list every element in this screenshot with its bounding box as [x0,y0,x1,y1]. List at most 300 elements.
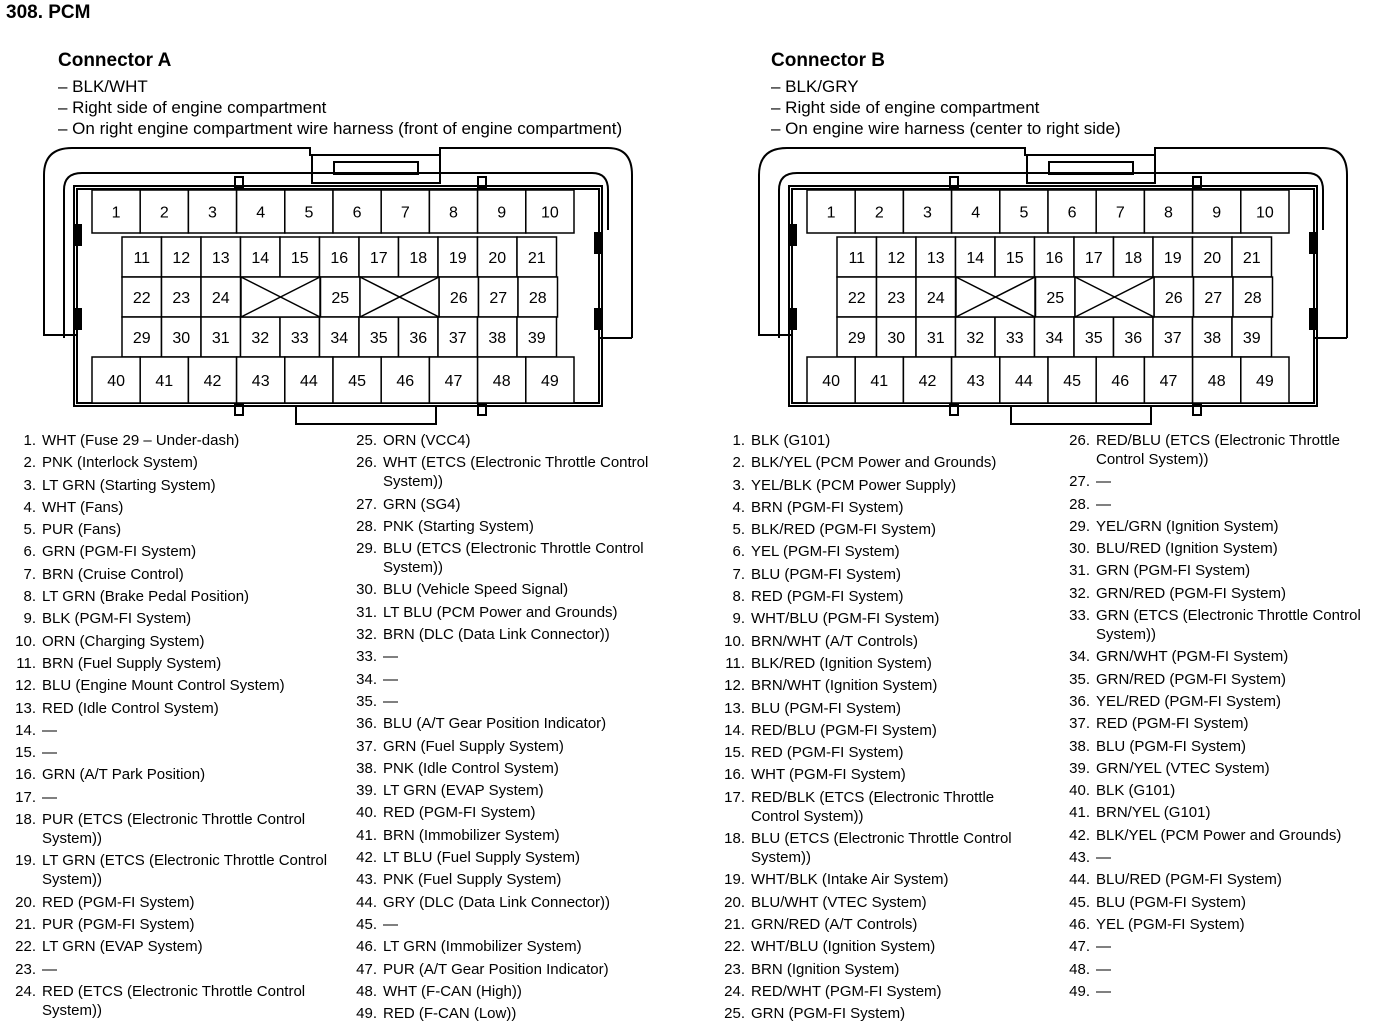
pin-number: 39. [356,782,377,800]
pin-cavity-label: 16 [330,250,349,267]
pin-entry [4,982,334,1020]
pin-cavity-label: 17 [1084,250,1103,267]
pin-number: 3. [23,476,36,494]
pin-cavity-label: 1 [111,204,121,222]
pin-cavity-label: 34 [1045,330,1064,347]
pin-entry [1058,781,1388,800]
pin-entry [345,1004,685,1023]
connector-a-note: – On right engine compartment wire harness (front of engine compartment) [58,119,623,138]
pin-description: BLK/RED (PGM-FI System) [751,521,937,539]
pin-cavity-label: 29 [847,330,866,347]
pin-entry [713,476,1043,495]
pin-description: GRN (Fuel Supply System) [383,737,564,755]
pin-cavity-label: 49 [1256,373,1274,390]
pin-number: 27. [1069,473,1090,491]
pin-number: 30. [356,581,377,599]
pin-entry [4,453,334,472]
pin-number: 48. [356,982,377,1000]
pin-entry [345,781,685,800]
pin-description: LT GRN (Immobilizer System) [383,938,582,956]
pin-number: 25. [356,432,377,449]
connector-a-diagram [44,148,632,424]
pin-entry [713,765,1043,784]
pin-description: LT GRN (ETCS (Electronic Throttle Control System)) [42,852,328,889]
pin-entry [713,982,1043,1001]
pin-entry [713,676,1043,695]
pin-cavity-label: 46 [396,373,415,390]
pin-cavity-label: 42 [203,373,222,390]
pin-cavity-label: 7 [400,204,410,222]
pin-entry [1058,803,1388,822]
pin-description: — [1096,938,1111,956]
pin-number: 26. [1069,432,1090,449]
pin-entry [1058,692,1388,711]
pin-entry [4,431,334,450]
pin-entry [713,721,1043,740]
pin-cavity-label: 17 [369,250,388,267]
pin-description: BLK/YEL (PCM Power and Grounds) [1096,826,1342,844]
pin-description: — [1096,960,1111,978]
pin-cavity-label: 45 [348,373,366,390]
pin-cavity-label: 15 [290,250,309,267]
pin-number: 9. [732,610,745,628]
pin-entry [345,759,685,778]
pin-entry [1058,561,1388,580]
pin-description: LT GRN (Brake Pedal Position) [42,588,250,606]
pin-entry [713,960,1043,979]
pin-cavity-label: 45 [1063,373,1081,390]
pin-cavity-label: 9 [497,204,507,222]
pin-description: WHT (ETCS (Electronic Throttle Control System)) [383,454,649,491]
pin-cavity-label: 29 [132,330,151,347]
pin-entry [4,676,334,695]
pin-entry [345,803,685,822]
pin-cavity-label: 44 [300,373,318,390]
pin-cavity-label: 42 [918,373,937,390]
pin-entry [713,788,1043,826]
pin-entry [713,1004,1043,1023]
pin-entry [713,609,1043,628]
pin-cavity-label: 37 [448,330,467,347]
pin-number: 38. [356,759,377,777]
pin-number: 28. [1069,495,1090,513]
pin-number: 8. [732,588,745,606]
pin-cavity-label: 39 [1242,330,1261,347]
pin-cavity-label: 39 [527,330,546,347]
pin-number: 4. [732,498,745,516]
pin-description: WHT (PGM-FI System) [751,766,906,784]
pin-cavity-label: 25 [331,290,350,307]
pin-cavity-label: 2 [159,204,169,222]
pin-cavity-label: 12 [172,250,191,267]
pin-description: WHT (F-CAN (High)) [383,982,522,1000]
pin-entry [1058,495,1388,514]
pin-entry [1058,848,1388,867]
pin-description: RED (PGM-FI System) [751,588,904,606]
pin-cavity-label: 49 [541,373,559,390]
pin-entry [345,603,685,622]
pin-entry [1058,826,1388,845]
pin-description: LT GRN (EVAP System) [42,938,203,956]
pin-description: PNK (Fuel Supply System) [383,871,562,889]
pin-cavity-label: 31 [211,330,230,347]
pin-entry [713,520,1043,539]
pin-cavity-label: 43 [251,373,270,390]
pin-description: BLK/RED (Ignition System) [751,654,932,672]
pin-number: 11. [725,654,745,672]
pin-cavity-label: 38 [1203,330,1222,347]
pin-number: 15. [724,744,745,762]
pin-description: BRN (DLC (Data Link Connector)) [383,626,610,644]
pin-cavity-label: 7 [1115,204,1125,222]
pin-cavity-label: 5 [304,204,314,222]
pin-number: 14. [15,721,36,739]
pin-cavity-label: 26 [1164,290,1183,307]
pin-cavity-label: 3 [923,204,932,222]
pin-entry [4,851,334,889]
pin-entry [4,609,334,628]
pin-description: PNK (Starting System) [383,517,534,535]
pin-cavity-label: 27 [1204,290,1223,307]
pin-description: BLU (PGM-FI System) [751,699,902,717]
pin-description: WHT/BLU (PGM-FI System) [751,610,940,628]
pin-description: — [383,648,398,666]
pin-description: ORN (Charging System) [42,632,205,650]
pin-number: 22. [724,938,745,956]
pin-cavity-label: 30 [172,330,191,347]
pin-entry [4,587,334,606]
pin-cavity-label: 22 [847,290,866,307]
pin-description: PUR (Fans) [42,521,122,539]
pin-description: RED (PGM-FI System) [383,804,536,822]
pin-entry [345,960,685,979]
pin-number: 21. [724,915,745,933]
pin-cavity-label: 2 [874,204,884,222]
pin-number: 29. [1069,517,1090,535]
pin-description: BLK (G101) [751,432,831,449]
pin-description: — [42,788,57,806]
pin-number: 13. [15,699,36,717]
pin-cavity-label: 47 [444,373,463,390]
pin-number: 41. [1069,804,1090,822]
pin-description: RED/BLU (PGM-FI System) [751,721,937,739]
pin-cavity-label: 43 [966,373,985,390]
pin-description: WHT/BLK (Intake Air System) [751,871,949,889]
pin-description: PNK (Interlock System) [42,454,198,472]
pin-cavity-label: 19 [1163,250,1182,267]
pin-entry [4,810,334,848]
pin-description: — [42,744,57,762]
pin-entry [713,743,1043,762]
pin-entry [713,632,1043,651]
pin-number: 3. [732,476,745,494]
pin-description: RED (PGM-FI System) [751,744,904,762]
pin-cavity-label: 31 [926,330,945,347]
pin-entry [345,826,685,845]
pin-cavity-label: 37 [1163,330,1182,347]
pin-description: — [383,692,398,710]
pin-entry [345,692,685,711]
pin-number: 46. [356,938,377,956]
pin-description: LT BLU (Fuel Supply System) [383,849,581,867]
pin-entry [1058,915,1388,934]
pin-description: GRN (PGM-FI System) [751,1005,906,1023]
pin-description: BRN/WHT (A/T Controls) [751,632,918,650]
pin-cavity-label: 44 [1015,373,1033,390]
pin-number: 1. [23,432,36,449]
connector-a-pin-list-2 [345,431,685,1026]
pin-description: — [1096,982,1111,1000]
pin-number: 17. [15,788,36,806]
pin-cavity-label: 32 [966,330,985,347]
pin-cavity-label: 40 [107,373,125,390]
pin-cavity-label: 18 [1124,250,1143,267]
pin-entry [345,937,685,956]
pin-number: 45. [356,915,377,933]
pin-number: 49. [356,1005,377,1023]
pin-number: 9. [23,610,36,628]
pin-entry [1058,893,1388,912]
pin-entry [1058,714,1388,733]
pin-cavity-label: 6 [352,204,362,222]
pin-cavity-label: 20 [1203,250,1222,267]
pin-entry [345,539,685,577]
pin-number: 33. [1069,607,1090,625]
connector-b-title: Connector B [771,50,885,71]
pin-description: WHT/BLU (Ignition System) [751,938,936,956]
pin-entry [4,765,334,784]
pin-description: BLK (PGM-FI System) [42,610,192,628]
pin-number: 10. [724,632,745,650]
pin-description: BLU (Vehicle Speed Signal) [383,581,569,599]
pin-number: 5. [23,521,36,539]
pin-description: GRN (PGM-FI System) [42,543,197,561]
pin-number: 31. [356,603,377,621]
pin-description: PNK (Idle Control System) [383,759,559,777]
pin-number: 20. [724,893,745,911]
pin-description: PUR (PGM-FI System) [42,915,195,933]
pin-number: 12. [724,677,745,695]
pin-description: GRN/RED (PGM-FI System) [1096,584,1286,602]
connector-b-note: – On engine wire harness (center to right side) [771,119,1121,138]
pin-entry [4,542,334,561]
pin-cavity-label: 41 [155,373,174,390]
pin-entry [4,960,334,979]
connector-diagrams [0,0,1392,430]
pin-cavity-label: 47 [1159,373,1178,390]
pin-number: 46. [1069,915,1090,933]
pin-description: LT GRN (Starting System) [42,476,216,494]
pin-entry [345,431,685,450]
pin-number: 19. [15,852,36,870]
pin-cavity-label: 8 [1164,204,1173,222]
pin-entry [345,453,685,491]
pin-cavity-label: 19 [448,250,467,267]
pin-entry [713,453,1043,472]
pin-entry [345,982,685,1001]
pin-entry [4,476,334,495]
pin-number: 30. [1069,540,1090,558]
pin-description: BLU/RED (Ignition System) [1096,540,1278,558]
pin-entry [713,915,1043,934]
pin-cavity-label: 4 [256,204,266,222]
pin-number: 49. [1069,982,1090,1000]
connector-a-note: – Right side of engine compartment [58,98,327,117]
pin-number: 6. [732,543,745,561]
pin-description: — [383,670,398,688]
pin-cavity-label: 11 [848,250,866,267]
pin-cavity-label: 40 [822,373,840,390]
pin-entry [345,647,685,666]
pin-description: BLU (PGM-FI System) [751,565,902,583]
pin-number: 27. [356,495,377,513]
pin-entry [713,870,1043,889]
pin-cavity-label: 3 [208,204,217,222]
pin-number: 44. [1069,871,1090,889]
pin-number: 33. [356,648,377,666]
pin-entry [345,495,685,514]
pin-number: 2. [23,454,36,472]
pin-number: 14. [724,721,745,739]
pin-cavity-label: 33 [290,330,309,347]
pin-number: 15. [15,744,36,762]
pin-entry [345,915,685,934]
pin-description: BLU (PGM-FI System) [1096,893,1247,911]
pin-number: 47. [356,960,377,978]
pin-entry [1058,960,1388,979]
pin-number: 48. [1069,960,1090,978]
pin-cavity-label: 15 [1005,250,1024,267]
pin-number: 36. [1069,692,1090,710]
pin-cavity-label: 32 [251,330,270,347]
pin-cavity-label: 14 [966,250,985,267]
pin-entry [713,542,1043,561]
pin-number: 32. [356,626,377,644]
connector-b-note: – BLK/GRY [771,77,859,96]
pin-cavity-label: 46 [1111,373,1130,390]
pin-entry [4,743,334,762]
pin-number: 13. [724,699,745,717]
pin-cavity-label: 28 [1243,290,1262,307]
pin-cavity-label: 48 [492,373,511,390]
pin-cavity-label: 13 [926,250,945,267]
pin-cavity-label: 41 [870,373,889,390]
pin-description: RED/BLK (ETCS (Electronic Throttle Control System)) [751,788,995,825]
pin-cavity-label: 18 [409,250,428,267]
pin-cavity-label: 26 [449,290,468,307]
pin-number: 43. [356,871,377,889]
pin-entry [4,893,334,912]
pin-number: 21. [15,915,36,933]
pin-cavity-label: 21 [1242,250,1261,267]
pin-description: BLU (PGM-FI System) [1096,737,1247,755]
pin-entry [1058,431,1388,469]
pin-cavity-label: 16 [1045,250,1064,267]
pin-entry [345,625,685,644]
pin-description: — [1096,849,1111,867]
pin-cavity-label: 23 [887,290,906,307]
connector-a-note: – BLK/WHT [58,77,148,96]
pin-cavity-label: 1 [826,204,836,222]
pin-entry [1058,670,1388,689]
pin-number: 7. [732,565,745,583]
pin-description: BRN (Ignition System) [751,960,900,978]
pin-entry [1058,937,1388,956]
pin-number: 11. [16,654,36,672]
pin-number: 16. [15,766,36,784]
pin-cavity-label: 35 [1084,330,1103,347]
pin-description: GRN/RED (PGM-FI System) [1096,670,1286,688]
pin-entry [345,580,685,599]
pin-cavity-label: 35 [369,330,388,347]
pin-description: BRN (Immobilizer System) [383,826,560,844]
pin-description: RED/WHT (PGM-FI System) [751,982,942,1000]
pin-cavity-label: 22 [132,290,151,307]
pin-number: 23. [15,960,36,978]
connector-b-diagram [759,148,1347,424]
pin-entry [4,654,334,673]
pin-entry [713,829,1043,867]
pin-cavity-label: 30 [887,330,906,347]
pin-cavity-label: 34 [330,330,349,347]
pin-description: WHT (Fuse 29 – Under-dash) [42,432,240,449]
pin-description: RED/BLU (ETCS (Electronic Throttle Control System)) [1096,432,1340,468]
pin-description: RED (ETCS (Electronic Throttle Control System)) [42,982,306,1019]
pin-cavity-label: 10 [1256,204,1274,222]
pin-cavity-label: 6 [1067,204,1077,222]
pin-description: — [383,915,398,933]
pin-entry [713,937,1043,956]
pin-entry [1058,539,1388,558]
pin-number: 23. [724,960,745,978]
pin-entry [713,565,1043,584]
pin-entry [4,937,334,956]
pin-cavity-label: 9 [1212,204,1222,222]
pin-cavity-label: 12 [887,250,906,267]
pin-description: BLU/RED (PGM-FI System) [1096,871,1282,889]
pin-description: LT BLU (PCM Power and Grounds) [383,603,618,621]
pin-number: 18. [724,830,745,848]
pin-description: BRN (Cruise Control) [42,565,184,583]
pin-description: BLU (A/T Gear Position Indicator) [383,715,607,733]
pin-number: 4. [23,498,36,516]
pin-number: 10. [15,632,36,650]
pin-description: BLK (G101) [1096,782,1176,800]
pin-cavity-label: 11 [133,250,151,267]
pin-entry [713,431,1043,450]
pin-entry [713,498,1043,517]
pin-cavity-label: 36 [409,330,428,347]
connector-b-pin-list-1 [713,431,1043,1026]
pin-number: 37. [356,737,377,755]
pin-description: BLK/YEL (PCM Power and Grounds) [751,454,997,472]
pin-number: 40. [1069,782,1090,800]
pin-description: YEL (PGM-FI System) [1096,915,1245,933]
pin-description: GRN (A/T Park Position) [42,766,206,784]
pin-number: 1. [732,432,745,449]
pin-entry [4,565,334,584]
pin-description: RED (F-CAN (Low)) [383,1005,517,1023]
pin-cavity-label: 24 [211,290,230,307]
pin-description: BLU (Engine Mount Control System) [42,677,285,695]
pin-cavity-label: 20 [488,250,507,267]
pin-number: 40. [356,804,377,822]
pin-number: 2. [732,454,745,472]
pin-description: — [1096,473,1111,491]
pin-entry [345,714,685,733]
pin-entry [1058,472,1388,491]
pin-number: 28. [356,517,377,535]
